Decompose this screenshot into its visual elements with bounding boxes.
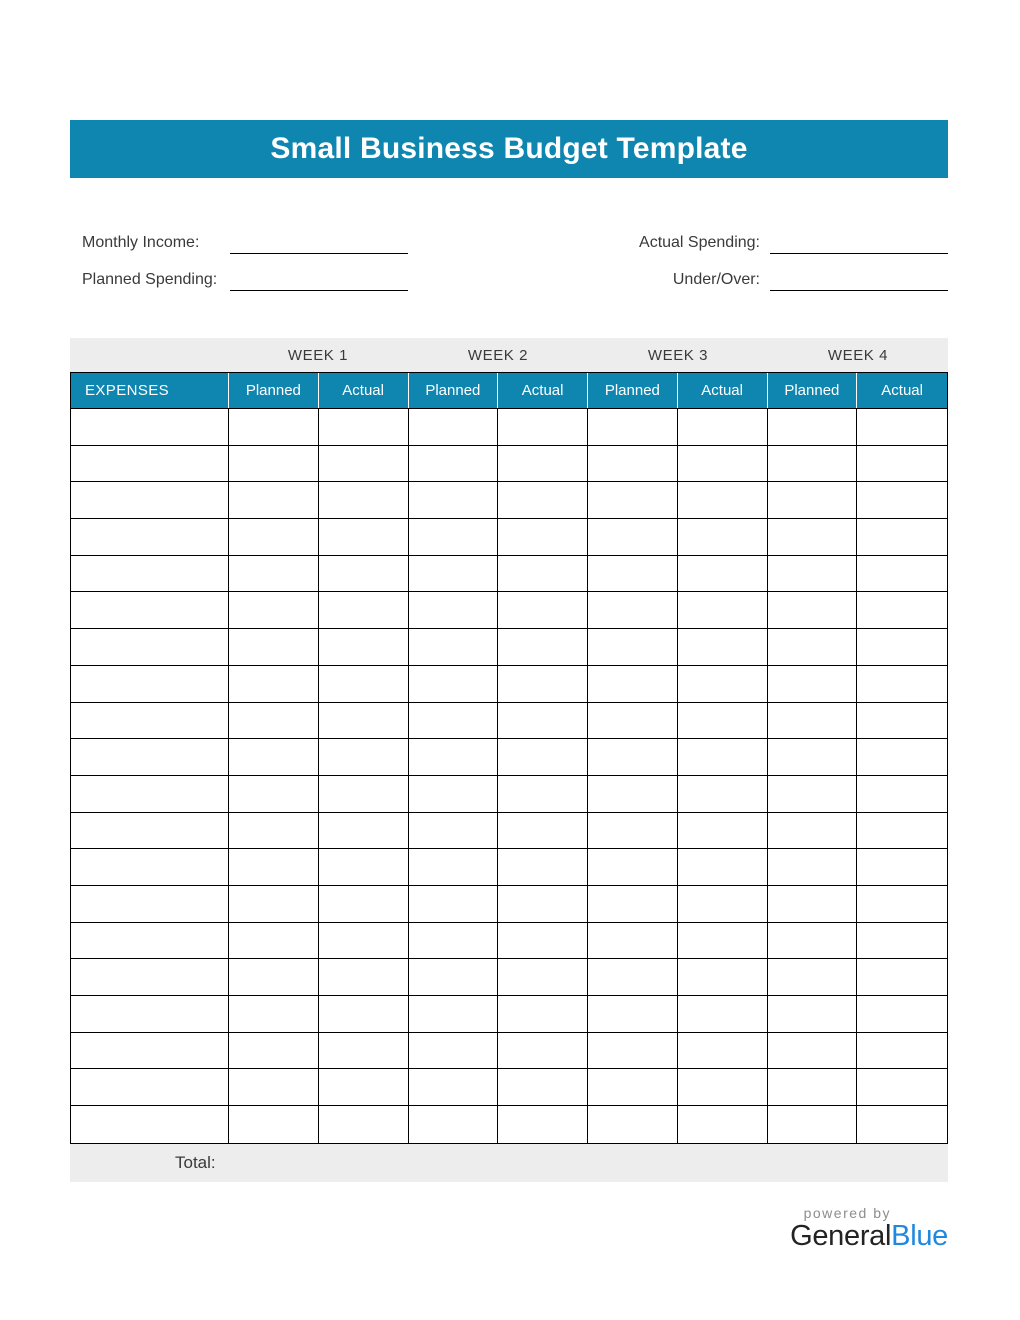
- amount-cell[interactable]: [768, 482, 858, 519]
- amount-cell[interactable]: [319, 592, 409, 629]
- amount-cell[interactable]: [229, 666, 319, 703]
- amount-cell[interactable]: [409, 446, 499, 483]
- amount-cell[interactable]: [409, 482, 499, 519]
- week1-header: WEEK 1: [287, 346, 349, 364]
- amount-cell[interactable]: [588, 776, 678, 813]
- footer-brand: [70, 1206, 948, 1252]
- amount-cell[interactable]: [588, 409, 678, 446]
- amount-cell[interactable]: [409, 1069, 499, 1106]
- brand-logo: [790, 1220, 948, 1252]
- amount-cell[interactable]: [498, 739, 588, 776]
- expense-name-cell[interactable]: [71, 666, 229, 703]
- amount-cell[interactable]: [409, 739, 499, 776]
- expense-name-cell[interactable]: [71, 1033, 229, 1070]
- actual-spending-label: Actual Spending:: [639, 234, 760, 251]
- amount-cell[interactable]: [319, 482, 409, 519]
- amount-cell[interactable]: [409, 996, 499, 1033]
- expense-name-cell[interactable]: [71, 446, 229, 483]
- summary-form: [70, 228, 948, 302]
- amount-cell[interactable]: [229, 592, 319, 629]
- amount-cell[interactable]: [768, 886, 858, 923]
- amount-cell[interactable]: [319, 1033, 409, 1070]
- amount-cell[interactable]: [678, 556, 768, 593]
- expense-name-cell[interactable]: [71, 629, 229, 666]
- amount-cell[interactable]: [498, 959, 588, 996]
- actual-spending-field[interactable]: [770, 232, 948, 254]
- amount-cell[interactable]: [678, 592, 768, 629]
- planned-column-header: Planned: [229, 373, 319, 408]
- amount-cell[interactable]: [768, 592, 858, 629]
- amount-cell[interactable]: [319, 849, 409, 886]
- amount-cell[interactable]: [498, 886, 588, 923]
- amount-cell[interactable]: [498, 446, 588, 483]
- amount-cell[interactable]: [857, 1069, 947, 1106]
- amount-cell[interactable]: [319, 1106, 409, 1143]
- expense-name-cell[interactable]: [71, 409, 229, 446]
- amount-cell[interactable]: [857, 556, 947, 593]
- powered-by-text: powered by: [803, 1204, 891, 1221]
- form-row: [639, 265, 948, 291]
- amount-cell[interactable]: [498, 703, 588, 740]
- amount-cell[interactable]: [319, 519, 409, 556]
- amount-cell[interactable]: [229, 813, 319, 850]
- expense-name-cell[interactable]: [71, 849, 229, 886]
- under-over-label: Under/Over:: [672, 271, 760, 288]
- expense-name-cell[interactable]: [71, 996, 229, 1033]
- brand-general-text: General: [790, 1219, 892, 1252]
- planned-column-header: Planned: [588, 373, 678, 408]
- amount-cell[interactable]: [409, 666, 499, 703]
- amount-cell[interactable]: [857, 629, 947, 666]
- amount-cell[interactable]: [498, 519, 588, 556]
- amount-cell[interactable]: [768, 1033, 858, 1070]
- amount-cell[interactable]: [678, 1033, 768, 1070]
- amount-cell[interactable]: [588, 482, 678, 519]
- amount-cell[interactable]: [409, 556, 499, 593]
- amount-cell[interactable]: [588, 886, 678, 923]
- amount-cell[interactable]: [678, 886, 768, 923]
- total-row: [70, 1144, 948, 1182]
- amount-cell[interactable]: [678, 666, 768, 703]
- amount-cell[interactable]: [678, 776, 768, 813]
- amount-cell[interactable]: [409, 592, 499, 629]
- week-header-row: [70, 338, 948, 372]
- amount-cell[interactable]: [498, 1069, 588, 1106]
- amount-cell[interactable]: [409, 849, 499, 886]
- amount-cell[interactable]: [857, 482, 947, 519]
- amount-cell[interactable]: [588, 519, 678, 556]
- amount-cell[interactable]: [768, 703, 858, 740]
- planned-spending-field[interactable]: [230, 269, 408, 291]
- amount-cell[interactable]: [588, 1106, 678, 1143]
- amount-cell[interactable]: [229, 556, 319, 593]
- actual-column-header: Actual: [678, 373, 768, 408]
- title-bar: [70, 120, 948, 178]
- amount-cell[interactable]: [588, 996, 678, 1033]
- amount-cell[interactable]: [498, 849, 588, 886]
- expense-name-cell[interactable]: [71, 519, 229, 556]
- amount-cell[interactable]: [409, 629, 499, 666]
- amount-cell[interactable]: [319, 886, 409, 923]
- form-right-column: [639, 228, 948, 302]
- form-row: [639, 228, 948, 254]
- amount-cell[interactable]: [678, 739, 768, 776]
- amount-cell[interactable]: [768, 923, 858, 960]
- amount-cell[interactable]: [588, 703, 678, 740]
- amount-cell[interactable]: [409, 813, 499, 850]
- amount-cell[interactable]: [588, 1069, 678, 1106]
- amount-cell[interactable]: [857, 959, 947, 996]
- week4-header: WEEK 4: [827, 346, 889, 364]
- amount-cell[interactable]: [857, 519, 947, 556]
- amount-cell[interactable]: [588, 592, 678, 629]
- column-header-row: [71, 373, 947, 409]
- amount-cell[interactable]: [319, 813, 409, 850]
- form-row: [70, 228, 408, 254]
- amount-cell[interactable]: [588, 959, 678, 996]
- actual-column-header: Actual: [498, 373, 588, 408]
- amount-cell[interactable]: [409, 776, 499, 813]
- amount-cell[interactable]: [857, 776, 947, 813]
- amount-cell[interactable]: [229, 629, 319, 666]
- amount-cell[interactable]: [768, 776, 858, 813]
- amount-cell[interactable]: [229, 1106, 319, 1143]
- expense-name-cell[interactable]: [71, 482, 229, 519]
- amount-cell[interactable]: [409, 886, 499, 923]
- amount-cell[interactable]: [857, 409, 947, 446]
- amount-cell[interactable]: [857, 923, 947, 960]
- amount-cell[interactable]: [409, 1033, 499, 1070]
- budget-table: [70, 372, 948, 1144]
- amount-cell[interactable]: [768, 959, 858, 996]
- amount-cell[interactable]: [498, 482, 588, 519]
- amount-cell[interactable]: [229, 886, 319, 923]
- amount-cell[interactable]: [857, 666, 947, 703]
- week-header-spacer: [70, 338, 228, 372]
- amount-cell[interactable]: [678, 923, 768, 960]
- week3-header: WEEK 3: [647, 346, 709, 364]
- amount-cell[interactable]: [319, 1069, 409, 1106]
- amount-cell[interactable]: [857, 849, 947, 886]
- amount-cell[interactable]: [588, 666, 678, 703]
- amount-cell[interactable]: [678, 996, 768, 1033]
- total-label: Total:: [175, 1152, 216, 1172]
- amount-cell[interactable]: [229, 923, 319, 960]
- amount-cell[interactable]: [857, 592, 947, 629]
- amount-cell[interactable]: [319, 776, 409, 813]
- amount-cell[interactable]: [498, 592, 588, 629]
- amount-cell[interactable]: [229, 409, 319, 446]
- expense-name-cell[interactable]: [71, 959, 229, 996]
- amount-cell[interactable]: [678, 813, 768, 850]
- amount-cell[interactable]: [498, 1033, 588, 1070]
- amount-cell[interactable]: [319, 923, 409, 960]
- amount-cell[interactable]: [319, 446, 409, 483]
- amount-cell[interactable]: [588, 813, 678, 850]
- amount-cell[interactable]: [229, 482, 319, 519]
- amount-cell[interactable]: [768, 629, 858, 666]
- amount-cell[interactable]: [319, 666, 409, 703]
- amount-cell[interactable]: [857, 1106, 947, 1143]
- amount-cell[interactable]: [768, 996, 858, 1033]
- amount-cell[interactable]: [319, 629, 409, 666]
- amount-cell[interactable]: [409, 519, 499, 556]
- amount-cell[interactable]: [768, 666, 858, 703]
- amount-cell[interactable]: [229, 1069, 319, 1106]
- expense-name-cell[interactable]: [71, 1069, 229, 1106]
- amount-cell[interactable]: [678, 409, 768, 446]
- budget-table-section: [70, 338, 948, 1182]
- amount-cell[interactable]: [498, 1106, 588, 1143]
- amount-cell[interactable]: [498, 813, 588, 850]
- amount-cell[interactable]: [857, 886, 947, 923]
- expense-name-cell[interactable]: [71, 739, 229, 776]
- amount-cell[interactable]: [588, 923, 678, 960]
- amount-cell[interactable]: [768, 1069, 858, 1106]
- amount-cell[interactable]: [588, 739, 678, 776]
- amount-cell[interactable]: [768, 813, 858, 850]
- amount-cell[interactable]: [498, 776, 588, 813]
- monthly-income-label: Monthly Income:: [82, 234, 200, 251]
- amount-cell[interactable]: [768, 556, 858, 593]
- expenses-column-header: EXPENSES: [71, 373, 229, 408]
- page-title: Small Business Budget Template: [270, 132, 748, 165]
- week2-header: WEEK 2: [467, 346, 529, 364]
- planned-spending-label: Planned Spending:: [82, 271, 218, 288]
- expense-name-cell[interactable]: [71, 592, 229, 629]
- actual-column-header: Actual: [319, 373, 409, 408]
- amount-cell[interactable]: [768, 519, 858, 556]
- amount-cell[interactable]: [768, 446, 858, 483]
- amount-cell[interactable]: [229, 1033, 319, 1070]
- expense-name-cell[interactable]: [71, 776, 229, 813]
- amount-cell[interactable]: [678, 849, 768, 886]
- amount-cell[interactable]: [678, 1069, 768, 1106]
- amount-cell[interactable]: [229, 446, 319, 483]
- amount-cell[interactable]: [229, 703, 319, 740]
- amount-cell[interactable]: [768, 739, 858, 776]
- amount-cell[interactable]: [409, 409, 499, 446]
- planned-column-header: Planned: [768, 373, 858, 408]
- amount-cell[interactable]: [409, 959, 499, 996]
- amount-cell[interactable]: [588, 556, 678, 593]
- amount-cell[interactable]: [588, 849, 678, 886]
- amount-cell[interactable]: [498, 556, 588, 593]
- actual-column-header: Actual: [881, 382, 923, 399]
- amount-cell[interactable]: [498, 629, 588, 666]
- planned-column-header: Planned: [409, 373, 499, 408]
- amount-cell[interactable]: [319, 409, 409, 446]
- amount-cell[interactable]: [229, 996, 319, 1033]
- table-body: [71, 409, 947, 1143]
- amount-cell[interactable]: [857, 996, 947, 1033]
- amount-cell[interactable]: [678, 959, 768, 996]
- expense-name-cell[interactable]: [71, 886, 229, 923]
- amount-cell[interactable]: [678, 482, 768, 519]
- amount-cell[interactable]: [409, 1106, 499, 1143]
- expense-name-cell[interactable]: [71, 703, 229, 740]
- expense-name-cell[interactable]: [71, 556, 229, 593]
- brand-blue-text: Blue: [891, 1219, 948, 1252]
- amount-cell[interactable]: [319, 703, 409, 740]
- amount-cell[interactable]: [319, 959, 409, 996]
- amount-cell[interactable]: [319, 556, 409, 593]
- amount-cell[interactable]: [588, 629, 678, 666]
- expense-name-cell[interactable]: [71, 813, 229, 850]
- amount-cell[interactable]: [409, 923, 499, 960]
- amount-cell[interactable]: [498, 409, 588, 446]
- amount-cell[interactable]: [768, 1106, 858, 1143]
- amount-cell[interactable]: [678, 703, 768, 740]
- form-row: [70, 265, 408, 291]
- amount-cell[interactable]: [229, 849, 319, 886]
- amount-cell[interactable]: [498, 666, 588, 703]
- amount-cell[interactable]: [498, 923, 588, 960]
- amount-cell[interactable]: [678, 629, 768, 666]
- amount-cell[interactable]: [319, 739, 409, 776]
- form-left-column: [70, 228, 408, 302]
- amount-cell[interactable]: [678, 519, 768, 556]
- amount-cell[interactable]: [588, 1033, 678, 1070]
- amount-cell[interactable]: [229, 739, 319, 776]
- under-over-field[interactable]: [770, 269, 948, 291]
- amount-cell[interactable]: [229, 959, 319, 996]
- amount-cell[interactable]: [229, 776, 319, 813]
- amount-cell[interactable]: [768, 409, 858, 446]
- amount-cell[interactable]: [857, 703, 947, 740]
- amount-cell[interactable]: [678, 446, 768, 483]
- amount-cell[interactable]: [857, 739, 947, 776]
- expense-name-cell[interactable]: [71, 1106, 229, 1143]
- expense-name-cell[interactable]: [71, 923, 229, 960]
- amount-cell[interactable]: [409, 703, 499, 740]
- amount-cell[interactable]: [857, 446, 947, 483]
- monthly-income-field[interactable]: [230, 232, 408, 254]
- amount-cell[interactable]: [319, 996, 409, 1033]
- amount-cell[interactable]: [857, 1033, 947, 1070]
- amount-cell[interactable]: [588, 446, 678, 483]
- amount-cell[interactable]: [768, 849, 858, 886]
- amount-cell[interactable]: [498, 996, 588, 1033]
- amount-cell[interactable]: [229, 519, 319, 556]
- amount-cell[interactable]: [678, 1106, 768, 1143]
- amount-cell[interactable]: [857, 813, 947, 850]
